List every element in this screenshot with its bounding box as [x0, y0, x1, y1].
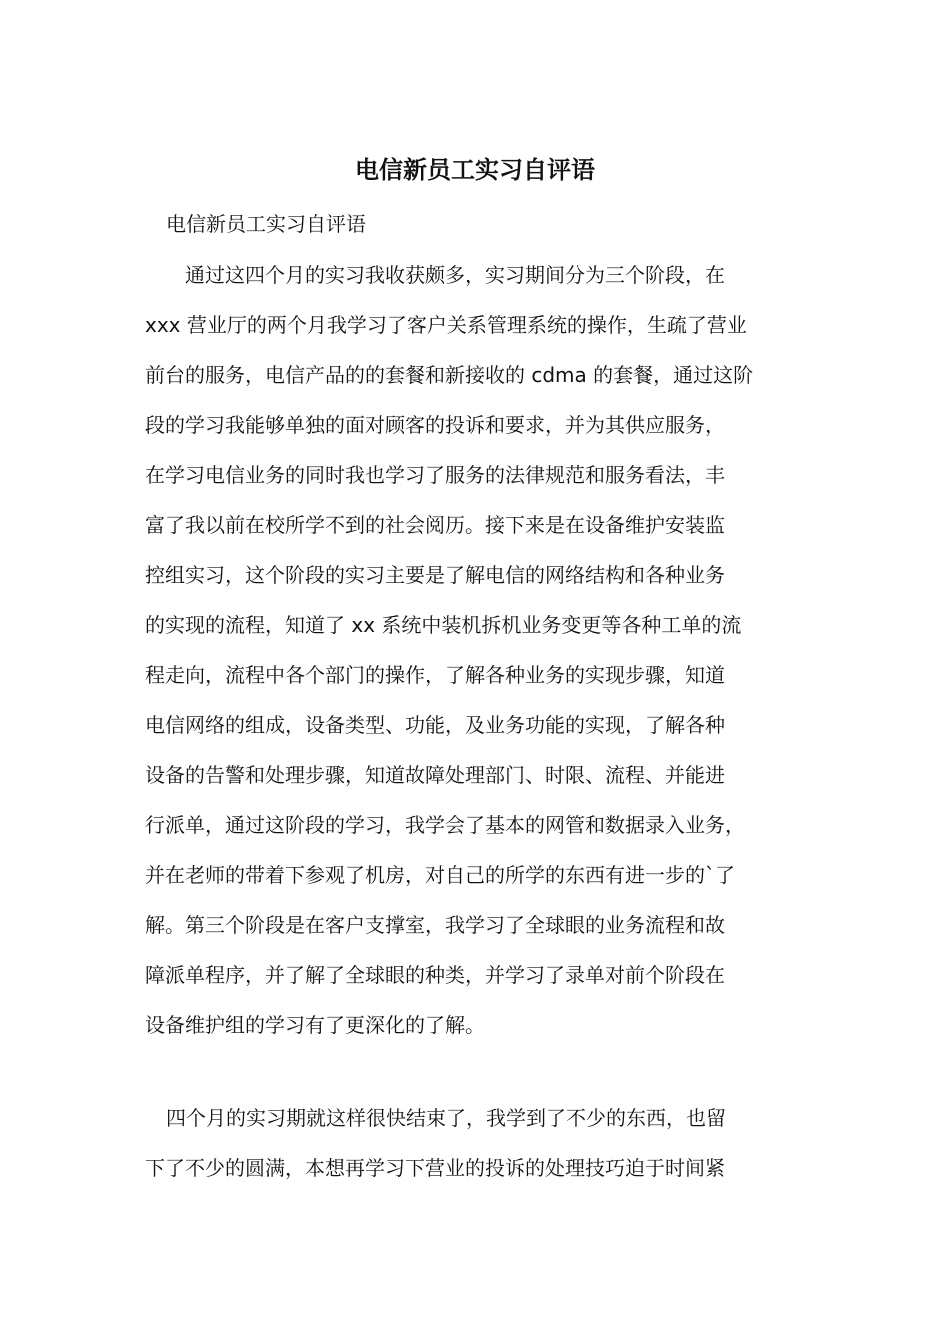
paragraph-line: 四个月的实习期就这样很快结束了，我学到了不少的东西，也留: [166, 1106, 726, 1130]
paragraph-line: 并在老师的带着下参观了机房，对自己的所学的东西有进一步的`了: [145, 863, 735, 887]
paragraph-line: 程走向，流程中各个部门的操作，了解各种业务的实现步骤，知道: [145, 663, 725, 687]
paragraph-line: 在学习电信业务的同时我也学习了服务的法律规范和服务看法，丰: [145, 463, 725, 487]
paragraph-line: 下了不少的圆满，本想再学习下营业的投诉的处理技巧迫于时间紧: [145, 1156, 725, 1180]
paragraph-line: xxx 营业厅的两个月我学习了客户关系管理系统的操作，生疏了营业: [145, 313, 747, 337]
paragraph-line: 电信网络的组成，设备类型、功能，及业务功能的实现，了解各种: [145, 713, 725, 737]
paragraph-line: 前台的服务，电信产品的的套餐和新接收的 cdma 的套餐，通过这阶: [145, 363, 754, 387]
paragraph-line: 段的学习我能够单独的面对顾客的投诉和要求，并为其供应服务，: [145, 413, 725, 437]
paragraph-line: 富了我以前在校所学不到的社会阅历。接下来是在设备维护安装监: [145, 513, 725, 537]
paragraph-line: 控组实习，这个阶段的实习主要是了解电信的网络结构和各种业务: [145, 563, 725, 587]
paragraph-line: 设备维护组的学习有了更深化的了解。: [145, 1013, 485, 1037]
paragraph-line: 设备的告警和处理步骤，知道故障处理部门、时限、流程、并能进: [145, 763, 725, 787]
paragraph-line: 通过这四个月的实习我收获颇多，实习期间分为三个阶段，在: [185, 263, 725, 287]
paragraph-line: 障派单程序，并了解了全球眼的种类，并学习了录单对前个阶段在: [145, 963, 725, 987]
paragraph-line: 解。第三个阶段是在客户支撑室，我学习了全球眼的业务流程和故: [145, 913, 725, 937]
document-title: 电信新员工实习自评语: [355, 156, 595, 184]
paragraph-line: 的实现的流程，知道了 xx 系统中装机拆机业务变更等各种工单的流: [145, 613, 742, 637]
document-subtitle: 电信新员工实习自评语: [166, 212, 366, 236]
paragraph-line: 行派单，通过这阶段的学习，我学会了基本的网管和数据录入业务，: [145, 813, 745, 837]
